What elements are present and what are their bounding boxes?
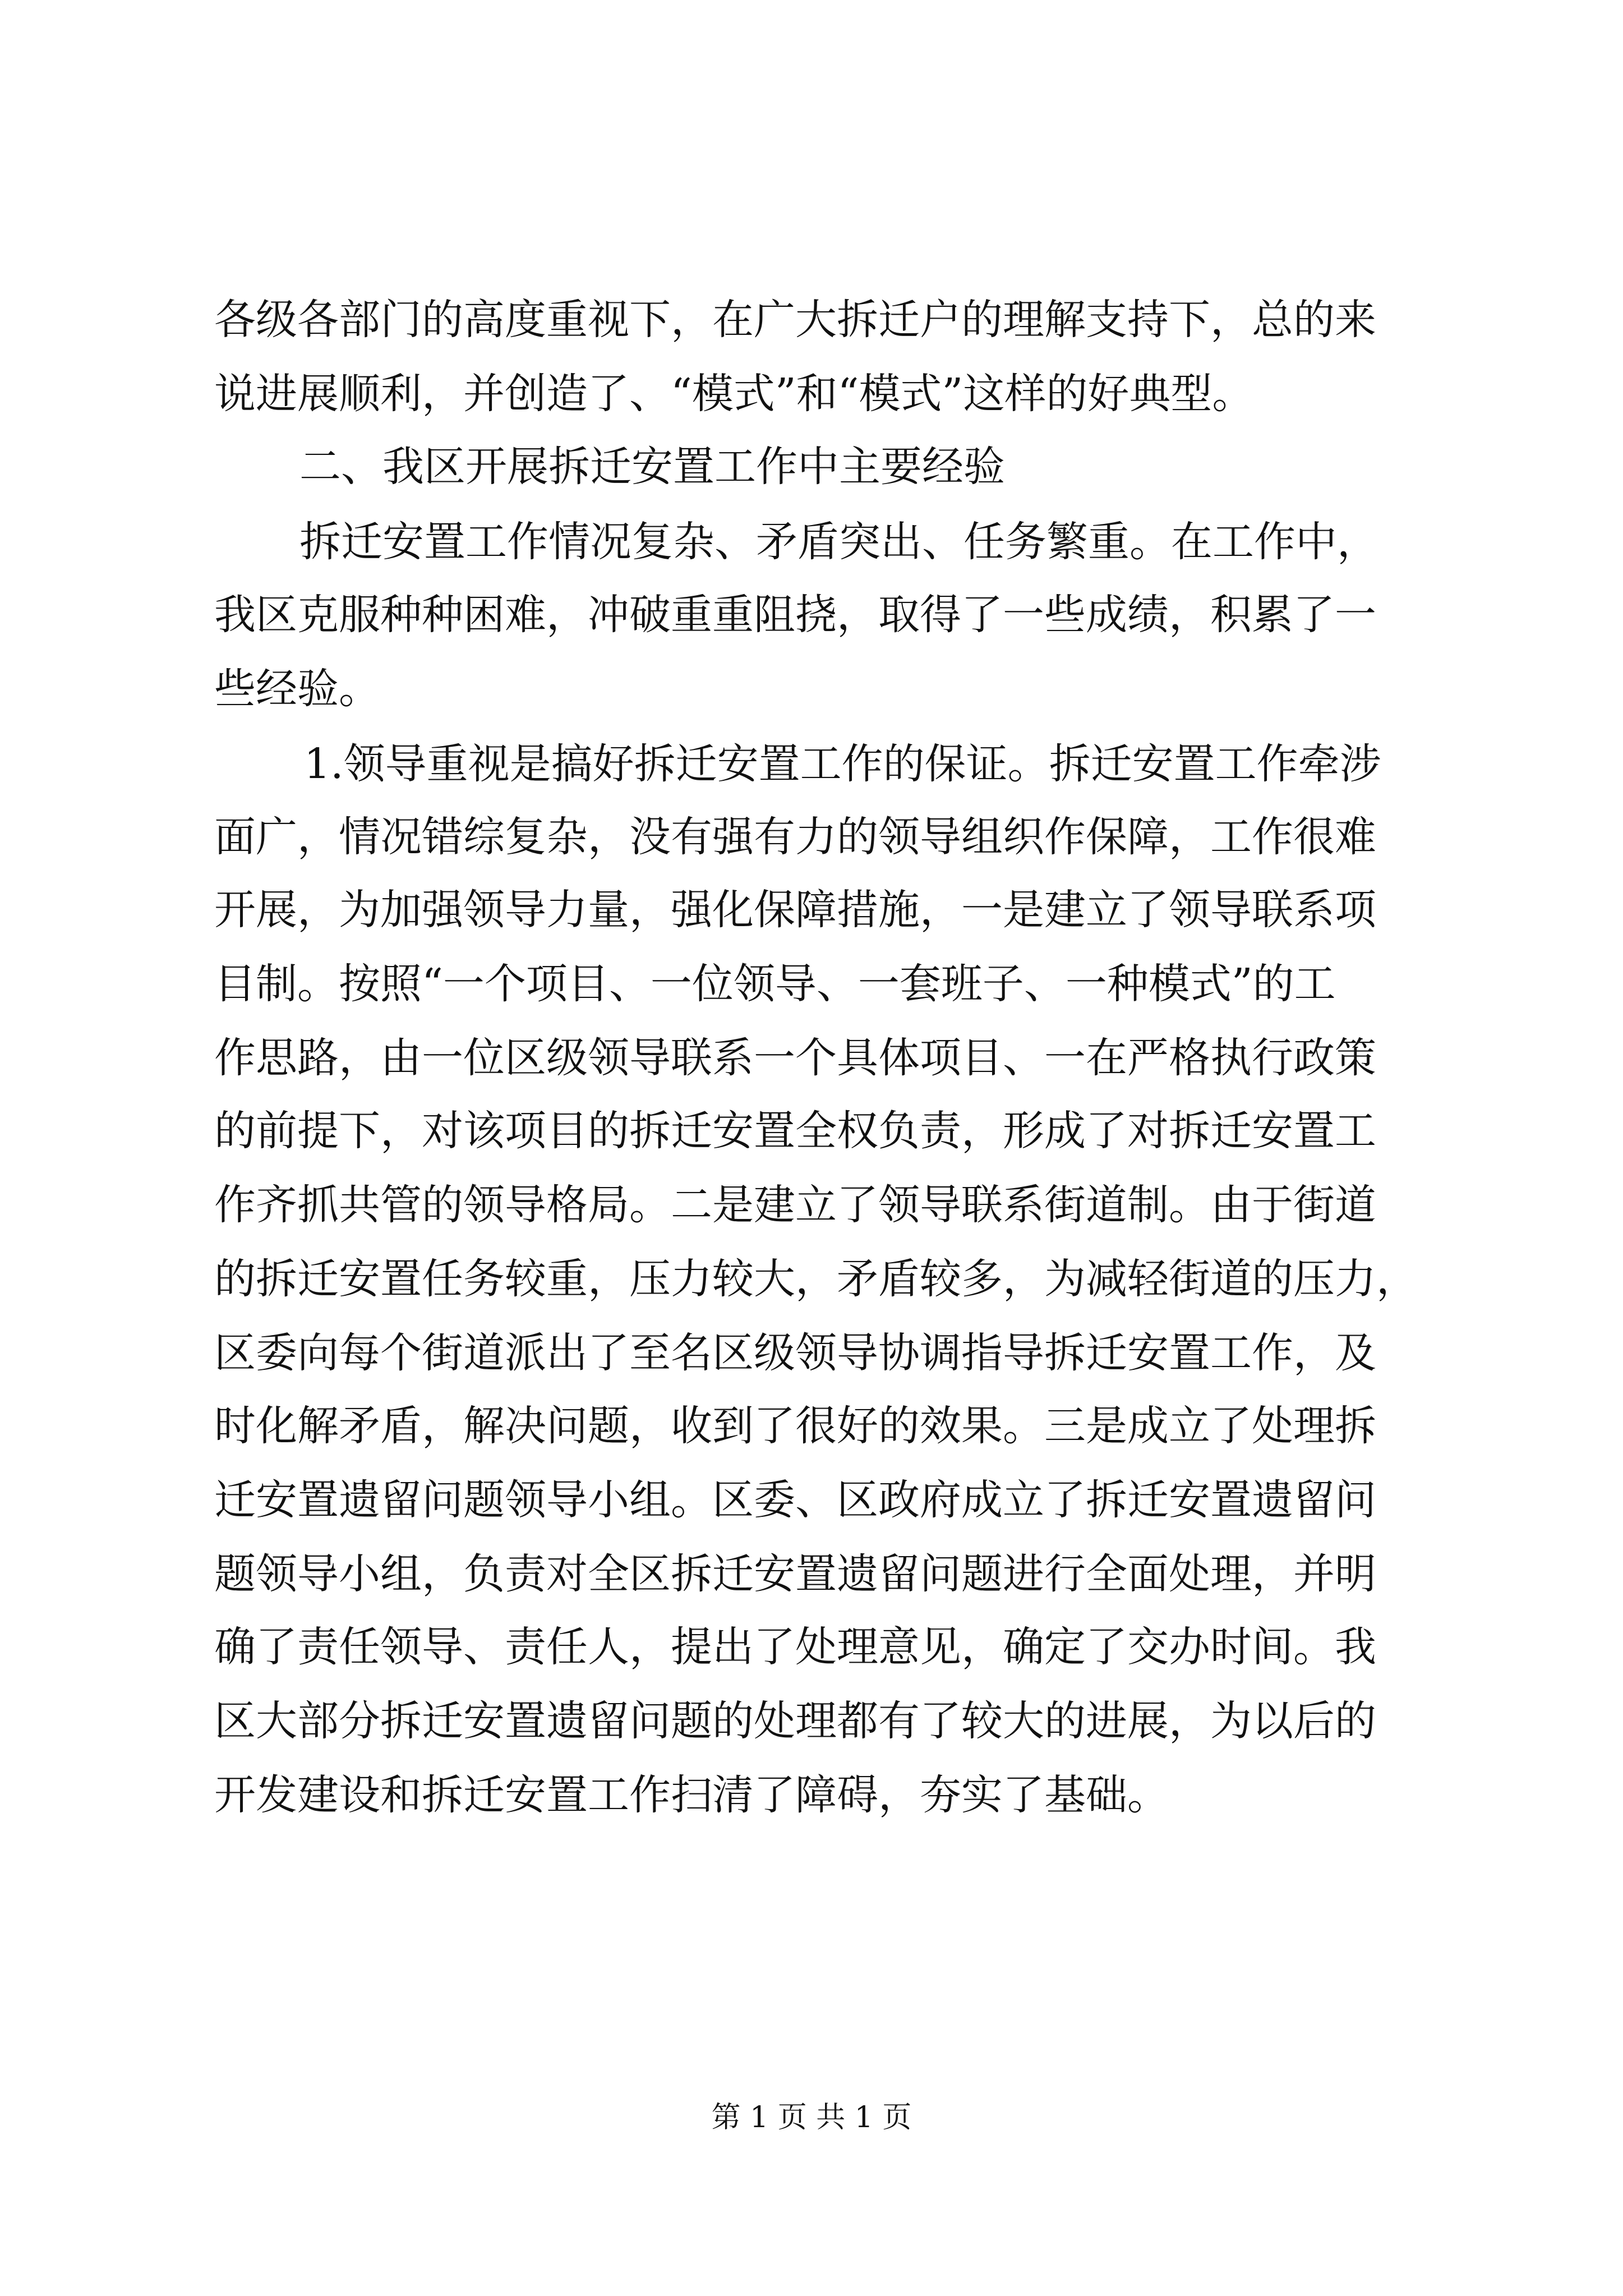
text-line: 迁安置遗留问题领导小组。区委、区政府成立了拆迁安置遗留问 xyxy=(214,1476,1376,1524)
text-line: 确了责任领导、责任人，提出了处理意见，确定了交办时间。我 xyxy=(214,1623,1376,1671)
text-line: 1.领导重视是搞好拆迁安置工作的保证。拆迁安置工作牵涉 xyxy=(304,740,1381,788)
text-line: 各级各部门的高度重视下，在广大拆迁户的理解支持下，总的来 xyxy=(214,296,1376,344)
text-line: 时化解矛盾，解决问题，收到了很好的效果。三是成立了处理拆 xyxy=(214,1402,1376,1450)
text-line: 区委向每个街道派出了至名区级领导协调指导拆迁安置工作，及 xyxy=(214,1329,1376,1377)
text-line: 开展，为加强领导力量，强化保障措施，一是建立了领导联系项 xyxy=(214,886,1376,934)
text-line: 目制。按照“一个项目、一位领导、一套班子、一种模式”的工 xyxy=(214,960,1336,1008)
text-line: 的拆迁安置任务较重，压力较大，矛盾较多，为减轻街道的压力， xyxy=(214,1255,1418,1303)
text-line: 题领导小组，负责对全区拆迁安置遗留问题进行全面处理，并明 xyxy=(214,1550,1376,1598)
page-footer: 第 1 页 共 1 页 xyxy=(711,2101,912,2134)
text-line: 拆迁安置工作情况复杂、矛盾突出、任务繁重。在工作中， xyxy=(299,518,1378,566)
text-line: 说进展顺利，并创造了、“模式”和“模式”这样的好典型。 xyxy=(214,370,1254,418)
text-line: 面广，情况错综复杂，没有强有力的领导组织作保障，工作很难 xyxy=(214,813,1376,861)
section-heading: 二、我区开展拆迁安置工作中主要经验 xyxy=(299,443,1005,491)
text-line: 些经验。 xyxy=(214,665,380,713)
text-line: 区大部分拆迁安置遗留问题的处理都有了较大的进展，为以后的 xyxy=(214,1697,1376,1745)
text-line: 的前提下，对该项目的拆迁安置全权负责，形成了对拆迁安置工 xyxy=(214,1107,1376,1155)
text-line: 我区克服种种困难，冲破重重阻挠，取得了一些成绩，积累了一 xyxy=(214,591,1376,639)
text-line: 作思路，由一位区级领导联系一个具体项目、一在严格执行政策 xyxy=(214,1034,1376,1082)
text-line: 作齐抓共管的领导格局。二是建立了领导联系街道制。由于街道 xyxy=(214,1181,1376,1229)
text-line: 开发建设和拆迁安置工作扫清了障碍，夯实了基础。 xyxy=(214,1771,1169,1819)
